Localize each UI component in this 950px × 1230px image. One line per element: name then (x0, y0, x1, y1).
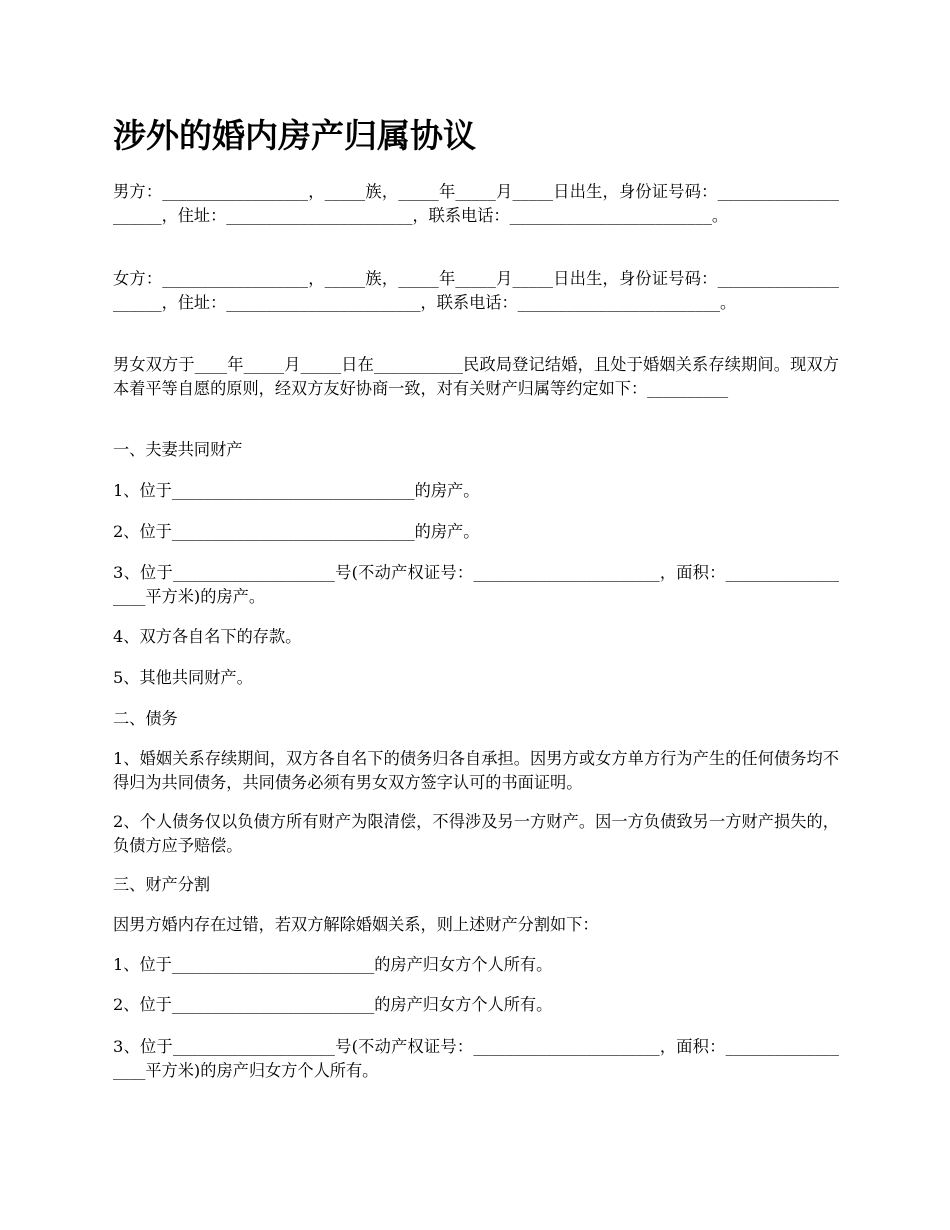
joint-property-item-2: 2、位于______________________________的房产。 (113, 522, 480, 541)
joint-property-item-3: 3、位于____________________号(不动产权证号：_______________________，面积：__________________平方米)的房产。 (113, 563, 839, 606)
joint-property-item-4: 4、双方各自名下的存款。 (113, 627, 302, 646)
section-heading-property-division: 三、财产分割 (113, 875, 211, 894)
property-division-item-3: 3、位于____________________号(不动产权证号：_______________________，面积：__________________平方米)的房产归女方个人所有。 (113, 1037, 839, 1080)
female-party-info: 女方：__________________，_____族，_____年_____月_____日出生，身份证号码：_____________________，住址：________________________，联系电话：_________________________。 (113, 269, 839, 312)
property-division-item-1: 1、位于_________________________的房产归女方个人所有。 (113, 955, 553, 974)
debts-clause-1: 1、婚姻关系存续期间，双方各自名下的债务归各自承担。因男方或女方单方行为产生的任何债务均不得归为共同债务，共同债务必须有男女双方签字认可的书面证明。 (113, 749, 839, 792)
section-heading-debts: 二、债务 (113, 709, 178, 728)
debts-clause-2: 2、个人债务仅以负债方所有财产为限清偿，不得涉及另一方财产。因一方负债致另一方财产损失的，负债方应予赔偿。 (113, 812, 839, 855)
property-division-intro: 因男方婚内存在过错，若双方解除婚姻关系，则上述财产分割如下： (113, 915, 599, 934)
joint-property-item-1: 1、位于______________________________的房产。 (113, 481, 480, 500)
property-division-item-2: 2、位于_________________________的房产归女方个人所有。 (113, 995, 553, 1014)
marriage-registration-clause: 男女双方于____年_____月_____日在___________民政局登记结婚，且处于婚姻关系存续期间。现双方本着平等自愿的原则，经双方友好协商一致，对有关财产归属等约定如下：__________ (113, 355, 839, 398)
section-heading-joint-property: 一、夫妻共同财产 (113, 440, 243, 459)
document-title: 涉外的婚内房产归属协议 (113, 116, 476, 155)
joint-property-item-5: 5、其他共同财产。 (113, 668, 253, 687)
male-party-info: 男方：__________________，_____族，_____年_____月_____日出生，身份证号码：_____________________，住址：_______________________，联系电话：_________________________。 (113, 182, 839, 225)
